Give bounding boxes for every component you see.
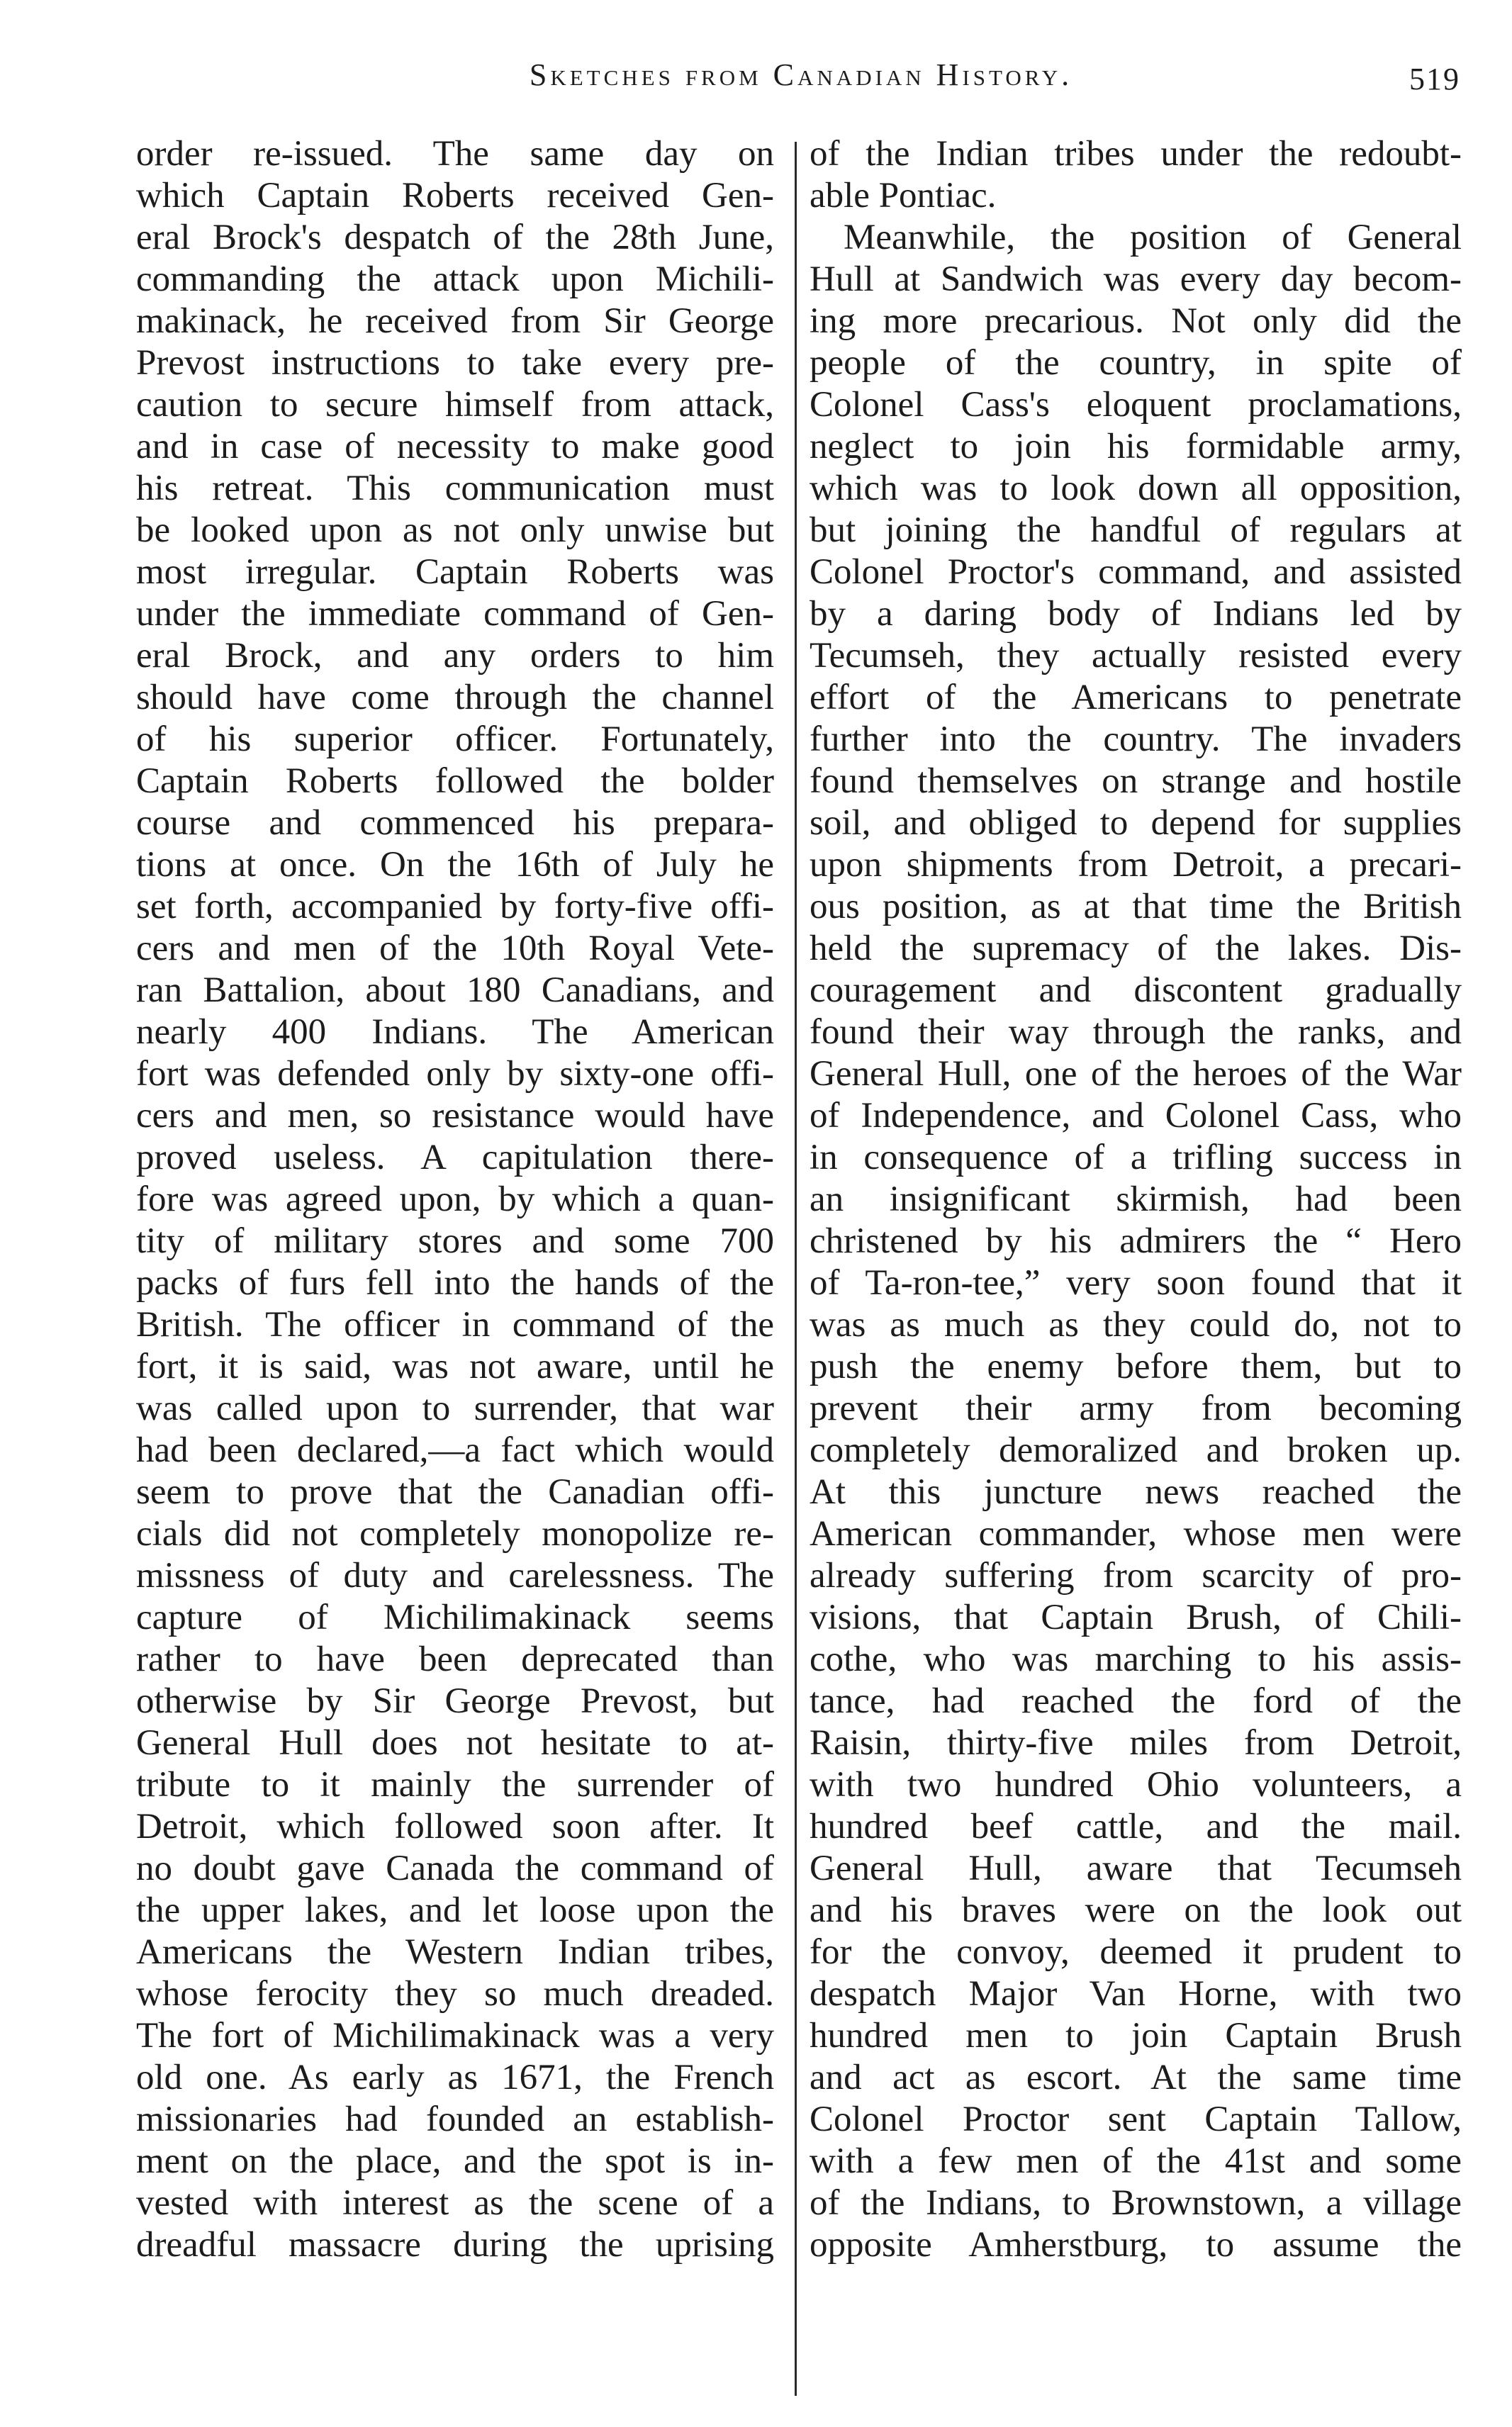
text-line: fore was agreed upon, by which a quan- — [136, 1179, 774, 1219]
text-line: missionaries had founded an establish- — [136, 2100, 774, 2139]
text-line: proved useless. A capitulation there- — [136, 1138, 774, 1177]
text-line: was called upon to surrender, that war — [136, 1389, 774, 1428]
text-line: order re-issued. The same day on — [136, 134, 774, 174]
page-header — [142, 57, 1460, 106]
text-line: ous position, as at that time the British — [810, 887, 1462, 926]
text-line: Colonel Proctor sent Captain Tallow, — [810, 2100, 1462, 2139]
text-line: old one. As early as 1671, the French — [136, 2058, 774, 2097]
text-line: despatch Major Van Horne, with two — [810, 1974, 1462, 2014]
text-line: neglect to join his formidable army, — [810, 427, 1462, 466]
text-line: At this juncture news reached the — [810, 1472, 1462, 1512]
text-line: General Hull, aware that Tecumseh — [810, 1849, 1462, 1888]
text-line: Tecumseh, they actually resisted every — [810, 636, 1462, 676]
text-line: should have come through the channel — [136, 678, 774, 717]
text-line: already suffering from scarcity of pro- — [810, 1556, 1462, 1596]
text-line: The fort of Michilimakinack was a very — [136, 2016, 774, 2056]
text-line: was as much as they could do, not to — [810, 1305, 1462, 1345]
text-line: be looked upon as not only unwise but — [136, 510, 774, 550]
text-line: General Hull does not hesitate to at- — [136, 1723, 774, 1763]
text-line: tions at once. On the 16th of July he — [136, 845, 774, 885]
left-text-column — [136, 133, 774, 2266]
text-line: with a few men of the 41st and some — [810, 2141, 1462, 2181]
text-line: soil, and obliged to depend for supplies — [810, 803, 1462, 843]
text-line: packs of furs fell into the hands of the — [136, 1263, 774, 1303]
text-line: eral Brock's despatch of the 28th June, — [136, 218, 774, 257]
text-line: fort, it is said, was not aware, until he — [136, 1347, 774, 1386]
text-line: nearly 400 Indians. The American — [136, 1012, 774, 1052]
text-line: of the Indian tribes under the redoubt- — [810, 134, 1462, 174]
text-line: General Hull, one of the heroes of the War — [810, 1054, 1462, 1094]
text-line: found their way through the ranks, and — [810, 1012, 1462, 1052]
text-line: Hull at Sandwich was every day becom- — [810, 259, 1462, 299]
text-line: capture of Michilimakinack seems — [136, 1598, 774, 1637]
text-line: dreadful massacre during the uprising — [136, 2225, 774, 2265]
text-line: hundred beef cattle, and the mail. — [810, 1807, 1462, 1846]
text-line: had been declared,—a fact which would — [136, 1430, 774, 1470]
text-line: under the immediate command of Gen- — [136, 594, 774, 634]
text-line: ing more precarious. Not only did the — [810, 301, 1462, 341]
text-line: and act as escort. At the same time — [810, 2058, 1462, 2097]
text-line: cothe, who was marching to his assis- — [810, 1640, 1462, 1679]
text-line: by a daring body of Indians led by — [810, 594, 1462, 634]
text-line: missness of duty and carelessness. The — [136, 1556, 774, 1596]
text-line: American commander, whose men were — [810, 1514, 1462, 1554]
text-line: and in case of necessity to make good — [136, 427, 774, 466]
text-line: vested with interest as the scene of a — [136, 2183, 774, 2223]
text-line: tance, had reached the ford of the — [810, 1681, 1462, 1721]
text-line: commanding the attack upon Michili- — [136, 259, 774, 299]
text-line: tity of military stores and some 700 — [136, 1221, 774, 1261]
text-line: which was to look down all opposition, — [810, 469, 1462, 508]
text-line: eral Brock, and any orders to him — [136, 636, 774, 676]
text-line: further into the country. The invaders — [810, 719, 1462, 759]
text-line: Americans the Western Indian tribes, — [136, 1932, 774, 1972]
text-line: otherwise by Sir George Prevost, but — [136, 1681, 774, 1721]
text-line: the upper lakes, and let loose upon the — [136, 1890, 774, 1930]
text-line: British. The officer in command of the — [136, 1305, 774, 1345]
text-line: ran Battalion, about 180 Canadians, and — [136, 970, 774, 1010]
text-line: able Pontiac. — [810, 176, 997, 215]
text-line: fort was defended only by sixty-one offi- — [136, 1054, 774, 1094]
text-line: people of the country, in spite of — [810, 343, 1462, 383]
text-line: Captain Roberts followed the bolder — [136, 761, 774, 801]
text-line: hundred men to join Captain Brush — [810, 2016, 1462, 2056]
text-line: in consequence of a trifling success in — [810, 1138, 1462, 1177]
text-line: rather to have been deprecated than — [136, 1640, 774, 1679]
text-line: christened by his admirers the “ Hero — [810, 1221, 1462, 1261]
text-line: his retreat. This communication must — [136, 469, 774, 508]
text-line: visions, that Captain Brush, of Chili- — [810, 1598, 1462, 1637]
text-line: caution to secure himself from attack, — [136, 385, 774, 425]
text-line: of Ta-ron-tee,” very soon found that it — [810, 1263, 1462, 1303]
text-line: no doubt gave Canada the command of — [136, 1849, 774, 1888]
text-line: push the enemy before them, but to — [810, 1347, 1462, 1386]
right-text-column — [810, 133, 1462, 2266]
text-line: which Captain Roberts received Gen- — [136, 176, 774, 215]
text-line: ment on the place, and the spot is in- — [136, 2141, 774, 2181]
page-number: 519 — [1409, 62, 1460, 96]
text-line: with two hundred Ohio volunteers, a — [810, 1765, 1462, 1805]
text-line: prevent their army from becoming — [810, 1389, 1462, 1428]
text-line: of his superior officer. Fortunately, — [136, 719, 774, 759]
text-line: cials did not completely monopolize re- — [136, 1514, 774, 1554]
column-divider — [795, 142, 797, 2396]
text-line: tribute to it mainly the surrender of — [136, 1765, 774, 1805]
text-line: course and commenced his prepara- — [136, 803, 774, 843]
text-line: and his braves were on the look out — [810, 1890, 1462, 1930]
text-line: Colonel Proctor's command, and assisted — [810, 552, 1462, 592]
text-line: upon shipments from Detroit, a precari- — [810, 845, 1462, 885]
text-line: an insignificant skirmish, had been — [810, 1179, 1462, 1219]
text-line: seem to prove that the Canadian offi- — [136, 1472, 774, 1512]
text-line: Colonel Cass's eloquent proclamations, — [810, 385, 1462, 425]
text-line: whose ferocity they so much dreaded. — [136, 1974, 774, 2014]
text-line: but joining the handful of regulars at — [810, 510, 1462, 550]
text-line: found themselves on strange and hostile — [810, 761, 1462, 801]
running-title: Sketches from Canadian History. — [529, 57, 1073, 92]
text-line: cers and men of the 10th Royal Vete- — [136, 929, 774, 968]
text-line: most irregular. Captain Roberts was — [136, 552, 774, 592]
text-line: of Independence, and Colonel Cass, who — [810, 1096, 1462, 1136]
text-line: opposite Amherstburg, to assume the — [810, 2225, 1462, 2265]
text-line: cers and men, so resistance would have — [136, 1096, 774, 1136]
text-line: of the Indians, to Brownstown, a village — [810, 2183, 1462, 2223]
text-line: effort of the Americans to penetrate — [810, 678, 1462, 717]
text-line: Raisin, thirty-five miles from Detroit, — [810, 1723, 1462, 1763]
text-line: Meanwhile, the position of General — [844, 218, 1462, 257]
text-line: set forth, accompanied by forty-five offi- — [136, 887, 774, 926]
text-line: for the convoy, deemed it prudent to — [810, 1932, 1462, 1972]
text-line: Detroit, which followed soon after. It — [136, 1807, 774, 1846]
text-line: Prevost instructions to take every pre- — [136, 343, 774, 383]
text-line: held the supremacy of the lakes. Dis- — [810, 929, 1462, 968]
text-line: completely demoralized and broken up. — [810, 1430, 1462, 1470]
text-line: makinack, he received from Sir George — [136, 301, 774, 341]
text-line: couragement and discontent gradually — [810, 970, 1462, 1010]
